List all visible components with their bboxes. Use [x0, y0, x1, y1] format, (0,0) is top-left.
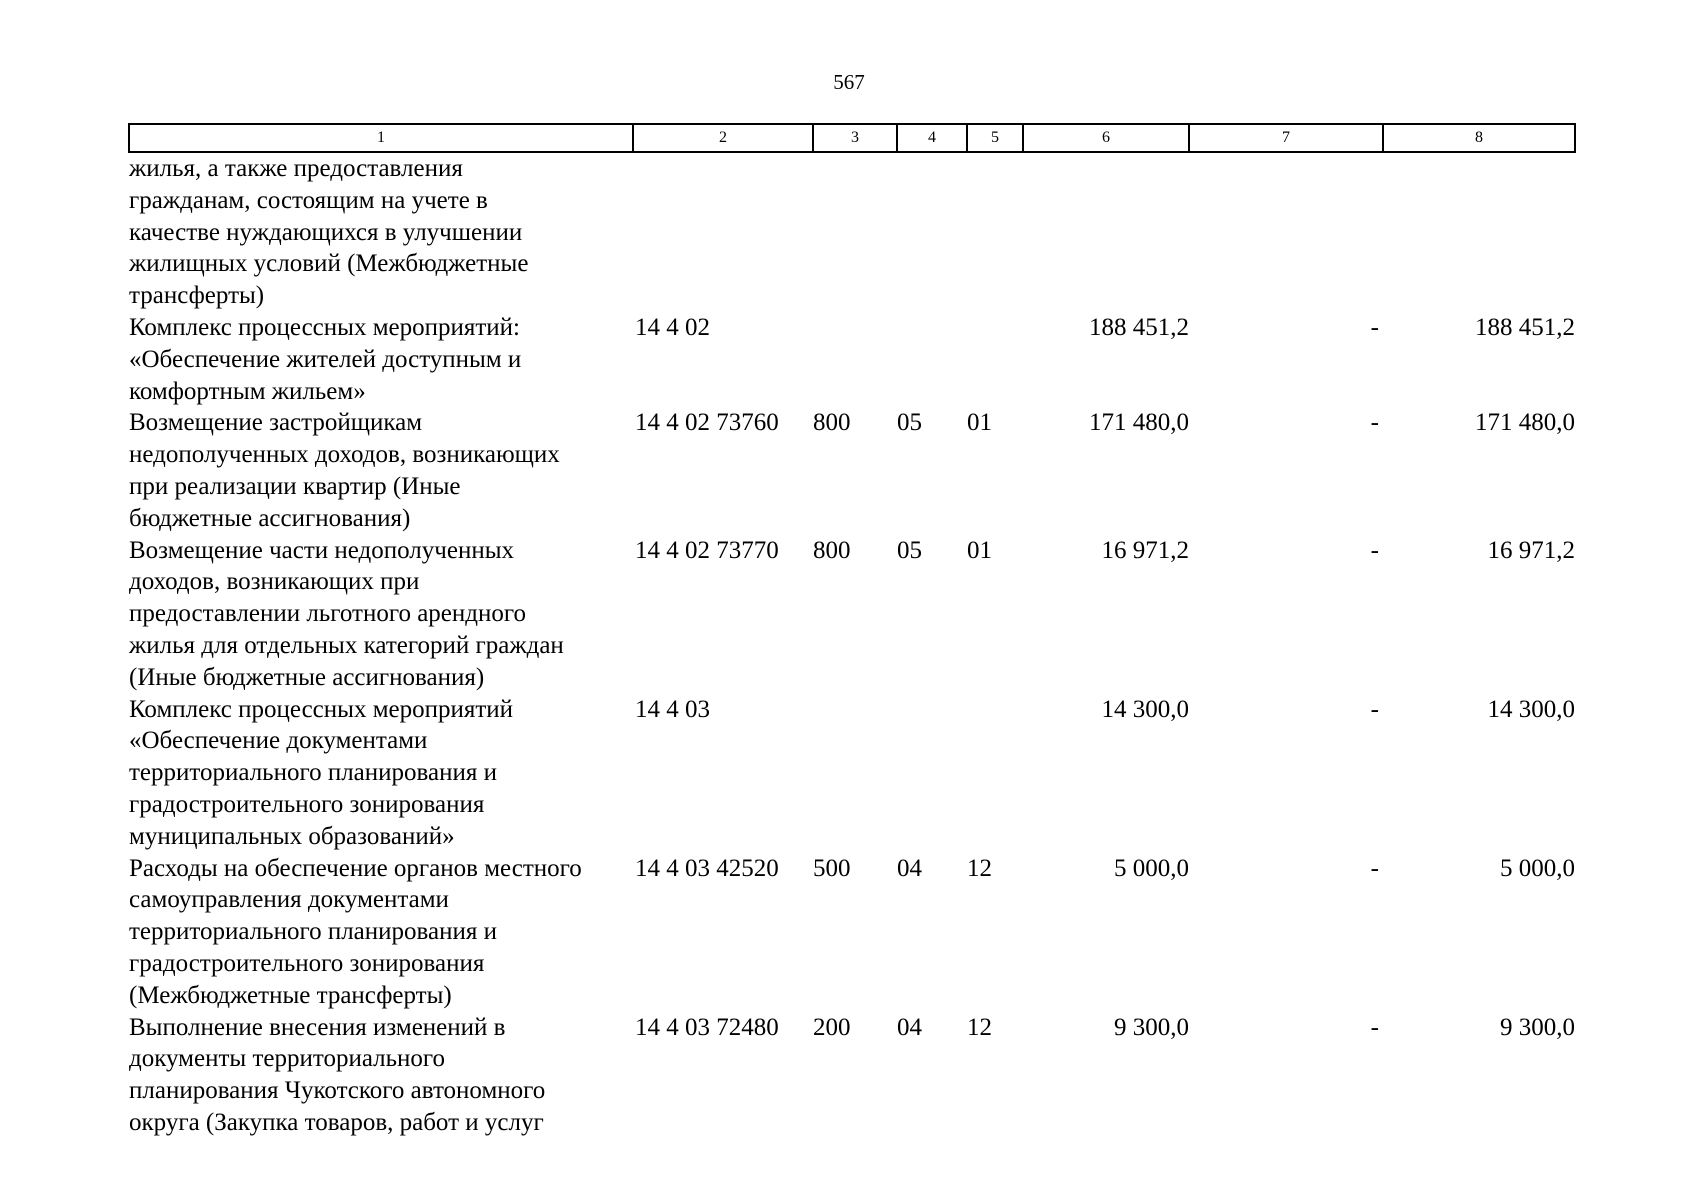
row-total: 9 300,0 — [1500, 1013, 1575, 1041]
row-pr — [967, 152, 1023, 312]
row-name: Возмещение части недополученных доходов, возникающих при предоставлении льготного арендного жилья для отдельных категорий граждан (Иные бюджетные ассигнования) — [129, 536, 564, 691]
column-header-1: 1 — [129, 124, 633, 152]
table-row — [129, 694, 1575, 853]
row-sum: 9 300,0 — [1114, 1013, 1189, 1041]
row-pr — [967, 312, 1023, 407]
row-rz — [897, 694, 967, 853]
column-header-3: 3 — [813, 124, 897, 152]
row-name: Комплекс процессных мероприятий «Обеспечение документами территориального планирования и градостроительного зонирования муниципальных образований» — [129, 695, 514, 850]
row-code: 14 4 03 42520 — [635, 854, 779, 882]
row-sum — [1023, 152, 1189, 312]
column-header-8: 8 — [1383, 124, 1575, 152]
budget-table — [128, 123, 1576, 1139]
column-header-2: 2 — [633, 124, 813, 152]
row-rz — [897, 152, 967, 312]
row-sum: 5 000,0 — [1114, 854, 1189, 882]
row-sum: 188 451,2 — [1089, 313, 1189, 341]
row-code: 14 4 02 73770 — [635, 536, 779, 564]
row-pr: 12 — [967, 1013, 992, 1041]
row-pr — [967, 694, 1023, 853]
row-vr: 800 — [813, 409, 851, 437]
row-code: 14 4 03 72480 — [635, 1013, 779, 1041]
row-code — [633, 152, 813, 312]
row-pr: 01 — [967, 409, 992, 437]
row-total: 5 000,0 — [1500, 854, 1575, 882]
row-sum: 171 480,0 — [1089, 409, 1189, 437]
table-row — [129, 853, 1575, 1012]
column-header-5: 5 — [967, 124, 1023, 152]
row-vr: 800 — [813, 536, 851, 564]
row-total: 188 451,2 — [1475, 313, 1575, 341]
row-change: - — [1370, 409, 1379, 437]
row-vr: 500 — [813, 854, 851, 882]
row-rz: 04 — [897, 1013, 922, 1041]
row-name: Возмещение застройщикам недополученных доходов, возникающих при реализации квартир (Иные бюджетные ассигнования) — [129, 409, 560, 532]
row-name: Комплекс процессных мероприятий: «Обеспечение жителей доступным и комфортным жильем» — [129, 313, 522, 405]
row-total — [1383, 152, 1575, 312]
row-change: - — [1370, 854, 1379, 882]
row-name: жилья, а также предоставления гражданам, состоящим на учете в качестве нуждающихся в улучшении жилищных условий (Межбюджетные трансферты) — [129, 155, 529, 310]
row-total: 171 480,0 — [1475, 409, 1575, 437]
row-code: 14 4 02 73760 — [635, 409, 779, 437]
table-row — [129, 407, 1575, 534]
row-code: 14 4 03 — [635, 695, 710, 723]
row-rz — [897, 312, 967, 407]
row-pr: 12 — [967, 854, 992, 882]
row-vr — [813, 152, 897, 312]
row-total: 14 300,0 — [1487, 695, 1575, 723]
row-rz: 05 — [897, 536, 922, 564]
page-number: 567 — [833, 70, 865, 94]
row-pr: 01 — [967, 536, 992, 564]
row-vr — [813, 312, 897, 407]
row-rz: 04 — [897, 854, 922, 882]
row-vr — [813, 694, 897, 853]
table-row — [129, 312, 1575, 407]
table-row — [129, 535, 1575, 694]
row-change: - — [1370, 536, 1379, 564]
row-sum: 16 971,2 — [1101, 536, 1189, 564]
row-name: Выполнение внесения изменений в документы территориального планирования Чукотского автономного округа (Закупка товаров, работ и услуг — [129, 1013, 546, 1136]
column-header-4: 4 — [897, 124, 967, 152]
row-sum: 14 300,0 — [1101, 695, 1189, 723]
row-change — [1189, 152, 1383, 312]
row-vr: 200 — [813, 1013, 851, 1041]
row-name: Расходы на обеспечение органов местного самоуправления документами территориального планирования и градостроительного зонирования (Межбюджетные трансферты) — [129, 854, 582, 1009]
column-header-6: 6 — [1023, 124, 1189, 152]
row-change: - — [1370, 313, 1379, 341]
row-rz: 05 — [897, 409, 922, 437]
column-number-row — [129, 124, 1575, 152]
column-header-7: 7 — [1189, 124, 1383, 152]
table-row — [129, 1012, 1575, 1139]
row-change: - — [1370, 695, 1379, 723]
row-code: 14 4 02 — [635, 313, 710, 341]
row-change: - — [1370, 1013, 1379, 1041]
table-row — [129, 152, 1575, 312]
row-total: 16 971,2 — [1487, 536, 1575, 564]
